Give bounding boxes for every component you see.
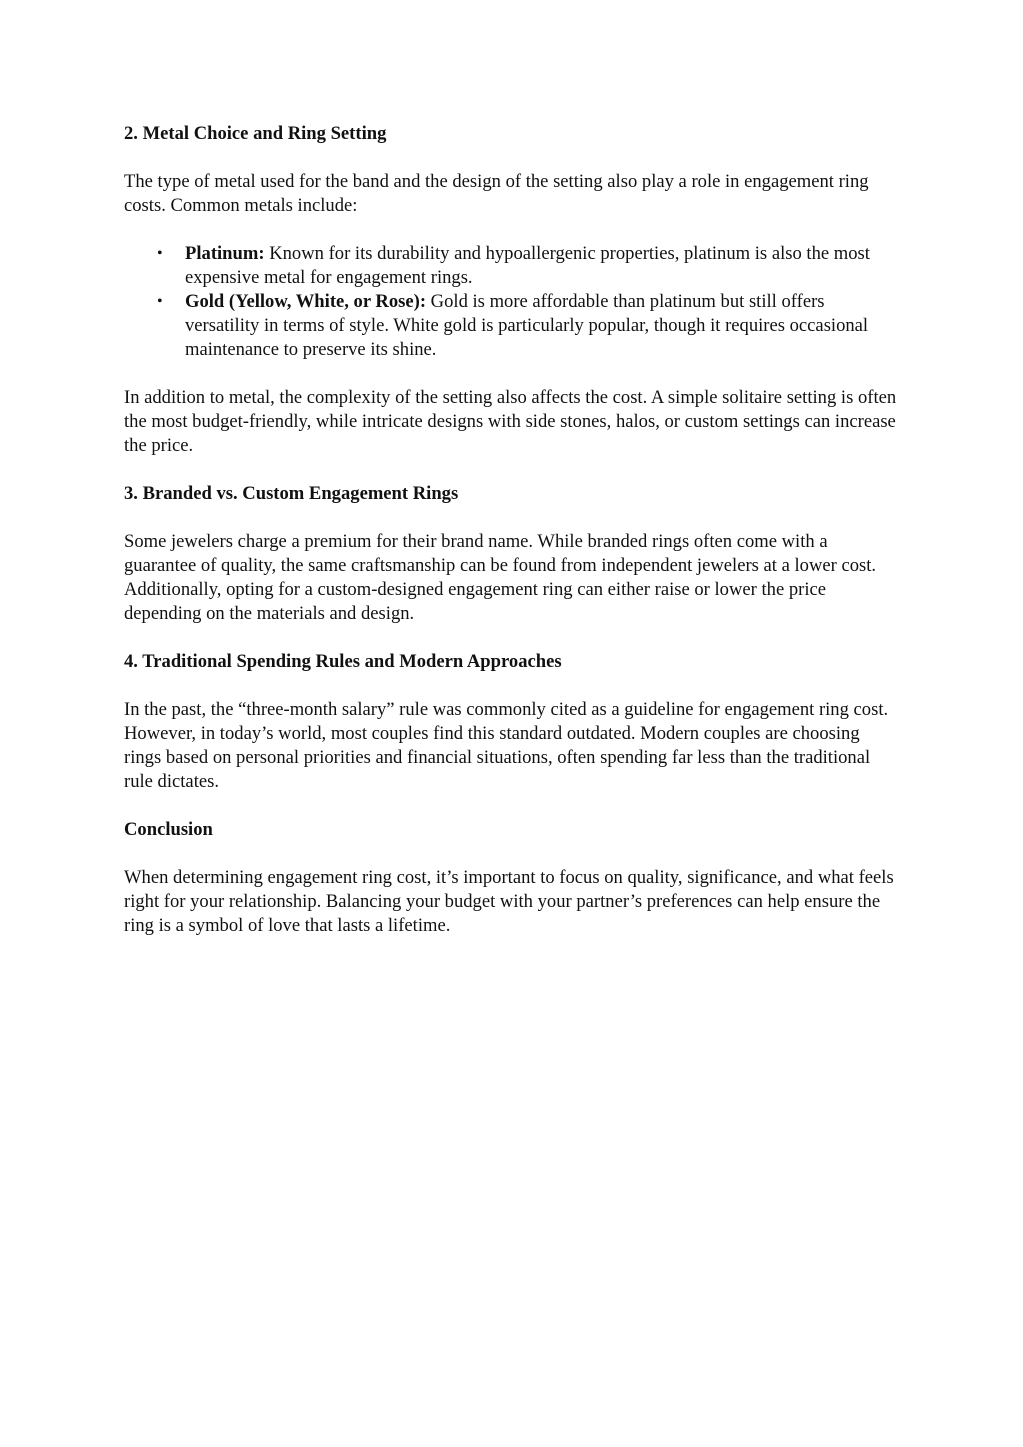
list-item-platinum [157, 242, 899, 290]
section-heading-spending: 4. Traditional Spending Rules and Modern Approaches [124, 651, 562, 672]
list-item-term: Platinum: [185, 243, 265, 264]
document-body [124, 122, 899, 962]
spending-paragraph: In the past, the “three-month salary” rule was commonly cited as a guideline for engagement ring cost. However, in today’s world, most couples find this standard outdated. Modern couples are choosing rings based on personal priorities and financial situations, often spending far less than the traditional rule dictates. [124, 699, 889, 792]
section-heading-branded: 3. Branded vs. Custom Engagement Rings [124, 483, 459, 504]
bullet-icon: • [157, 293, 163, 310]
setting-paragraph: In addition to metal, the complexity of the setting also affects the cost. A simple solitaire setting is often the most budget-friendly, while intricate designs with side stones, halos, or custom settings can increase the price. [124, 387, 897, 456]
metal-list [124, 242, 899, 362]
metal-intro-paragraph: The type of metal used for the band and the design of the setting also play a role in engagement ring costs. Common metals include: [124, 171, 869, 216]
list-item-gold [157, 290, 899, 362]
section-heading-conclusion: Conclusion [124, 819, 213, 840]
section-heading-metal: 2. Metal Choice and Ring Setting [124, 123, 387, 144]
branded-paragraph: Some jewelers charge a premium for their brand name. While branded rings often come with a guarantee of quality, the same craftsmanship can be found from independent jewelers at a lower cost. Additionally, opting for a custom-designed engagement ring can either raise or lower the price depending on the materials and design. [124, 531, 877, 624]
conclusion-paragraph: When determining engagement ring cost, it’s important to focus on quality, significance, and what feels right for your relationship. Balancing your budget with your partner’s preferences can help ensure the ring is a symbol of love that lasts a lifetime. [124, 867, 894, 936]
bullet-icon: • [157, 245, 163, 262]
list-item-term: Gold (Yellow, White, or Rose): [185, 291, 427, 312]
list-item-text: Known for its durability and hypoallergenic properties, platinum is also the most expensive metal for engagement rings. [185, 243, 870, 288]
list-item-text: Gold is more affordable than platinum but still offers versatility in terms of style. White gold is particularly popular, though it requires occasional maintenance to preserve its shine. [185, 291, 869, 360]
